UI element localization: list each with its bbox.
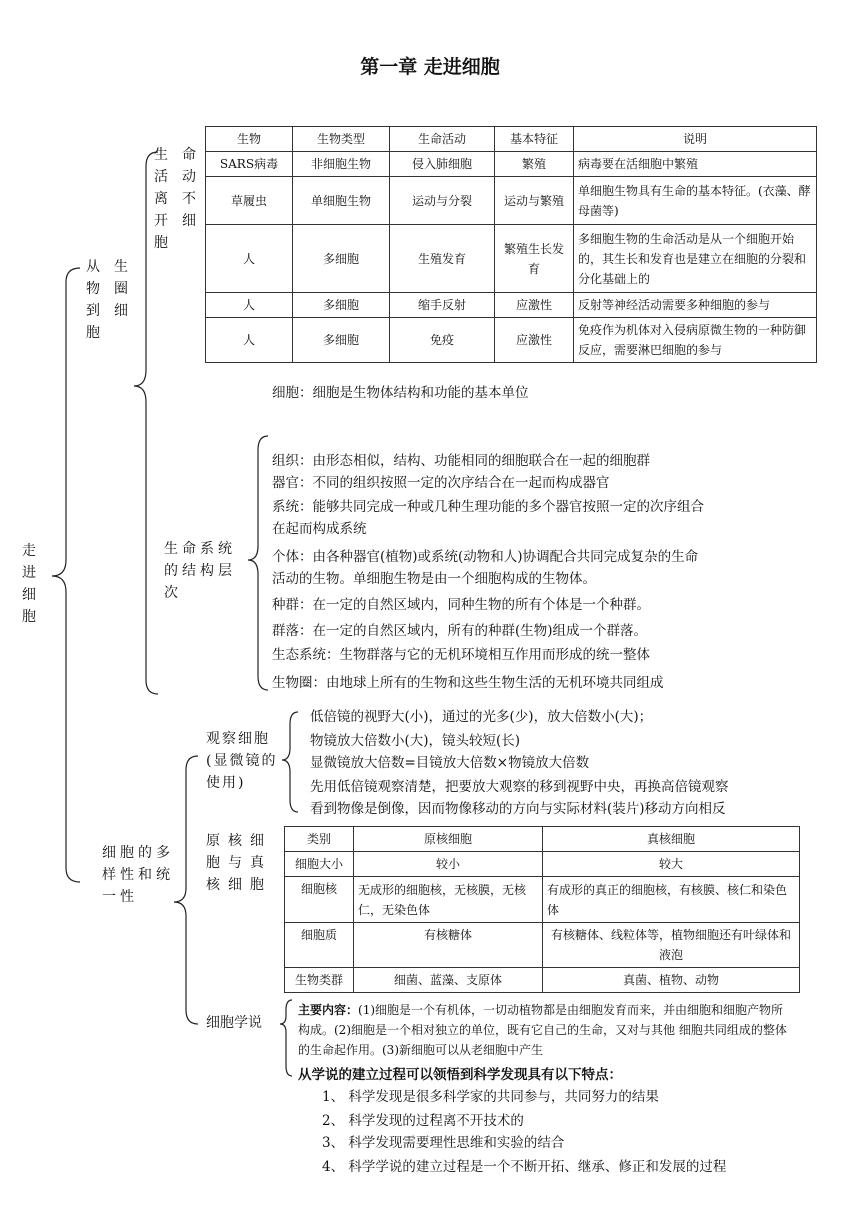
table-cell: 反射等神经活动需要多种细胞的参与 [574, 293, 817, 318]
table-row [285, 852, 800, 877]
theory-line: 构成。(2)细胞是一个相对独立的单位，既有它自己的生命，又对与其他 细胞共同组成的整体 [298, 1023, 787, 1037]
feature-item: 2、 科学发现的过程离不开技术的 [322, 1113, 524, 1129]
table-cell: 人 [206, 293, 293, 318]
cell-type-label: 原核细胞与真核细胞 [206, 833, 272, 893]
table-cell: 应激性 [495, 293, 574, 318]
table-cell: 多细胞 [293, 318, 390, 363]
level-item: 活动的生物。单细胞生物是由一个细胞构成的生物体。 [272, 571, 596, 587]
table-cell: 生物类群 [285, 968, 354, 993]
branch2-label: 细胞的多样性和统一性 [102, 845, 174, 905]
table-cell: 运动与分裂 [390, 177, 495, 225]
level-item: 生态系统：生物群落与它的无机环境相互作用而形成的统一整体 [272, 647, 650, 663]
table-row [285, 968, 800, 993]
table-row [285, 923, 800, 968]
level-item: 器官：不同的组织按照一定的次序结合在一起而构成器官 [272, 475, 610, 491]
root-label: 走进细胞 [22, 543, 36, 625]
theory-lead: 主要内容： [298, 1003, 359, 1017]
table-cell: 人 [206, 318, 293, 363]
table-cell: 草履虫 [206, 177, 293, 225]
table-row [285, 877, 800, 923]
table-row [206, 293, 817, 318]
table-header-row [206, 127, 817, 152]
cell-type-table [284, 826, 800, 993]
table-cell: 免疫 [390, 318, 495, 363]
table-cell: 多细胞 [293, 293, 390, 318]
observe-item: 物镜放大倍数小(大)，镜头较短(长) [310, 733, 521, 749]
table-row [206, 177, 817, 225]
table-cell: 繁殖生长发育 [495, 225, 574, 293]
feature-item: 1、 科学发现是很多科学家的共同参与，共同努力的结果 [322, 1089, 659, 1105]
table-cell: 多细胞 [293, 225, 390, 293]
level-item: 组织：由形态相似，结构、功能相同的细胞联合在一起的细胞群 [272, 453, 650, 469]
table-cell: 有成形的真正的细胞核，有核膜、核仁和染色体 [543, 877, 800, 923]
theory-line [298, 1000, 838, 1020]
observe-item: 看到物像是倒像，因而物像移动的方向与实际材料(装片)移动方向相反 [310, 801, 726, 817]
theory-content [298, 1000, 838, 1060]
observe-item: 先用低倍镜观察清楚，把要放大观察的移到视野中央，再换高倍镜观察 [310, 779, 729, 795]
table-cell: 细菌、蓝藻、支原体 [354, 968, 543, 993]
page-title: 第一章 走进细胞 [360, 56, 500, 78]
root-brace [52, 268, 80, 882]
branch1-sub1-label: 生命活动离不开细胞 [154, 147, 210, 251]
table-header-cell: 生物类型 [293, 127, 390, 152]
feature-item: 4、 科学学说的建立过程是一个不断开拓、继承、修正和发展的过程 [322, 1159, 727, 1175]
observe-label: 观察细胞(显微镜的使用) [206, 731, 278, 791]
level-item: 生物圈：由地球上所有的生物和这些生物生活的无机环境共同组成 [272, 675, 664, 691]
theory-text: (1)细胞是一个有机体，一切动植物都是由细胞发育而来，并由细胞和细胞产物所 [358, 1003, 784, 1017]
table-cell: 生殖发育 [390, 225, 495, 293]
table-header-cell: 生命活动 [390, 127, 495, 152]
table-cell: 应激性 [495, 318, 574, 363]
table-cell: 细胞大小 [285, 852, 354, 877]
table-row [206, 152, 817, 177]
observe-item: 显微镜放大倍数=目镜放大倍数×物镜放大倍数 [310, 755, 590, 771]
table-row [206, 225, 817, 293]
table-header-cell: 基本特征 [495, 127, 574, 152]
life-activity-table [205, 126, 817, 363]
table-cell: 有核糖体、线粒体等，植物细胞还有叶绿体和液泡 [543, 923, 800, 968]
table-cell: 较小 [354, 852, 543, 877]
branch2-brace [174, 756, 198, 1024]
level-item: 在起而构成系统 [272, 521, 367, 537]
observe-brace [282, 712, 298, 812]
table-cell: 侵入肺细胞 [390, 152, 495, 177]
theory-brace [280, 1000, 292, 1076]
table-cell: 运动与繁殖 [495, 177, 574, 225]
table-header-cell: 生物 [206, 127, 293, 152]
branch1-label: 从生物圈到细胞 [86, 259, 142, 341]
branch1-sub2-label: 生命系统的结构层次 [164, 541, 236, 601]
table-cell: 繁殖 [495, 152, 574, 177]
table-cell: 较大 [543, 852, 800, 877]
table-cell: 病毒要在活细胞中繁殖 [574, 152, 817, 177]
theory-label: 细胞学说 [206, 1015, 262, 1031]
table-cell: 非细胞生物 [293, 152, 390, 177]
table-cell: 单细胞生物 [293, 177, 390, 225]
table-header-cell: 类别 [285, 827, 354, 852]
table-cell: 多细胞生物的生命活动是从一个细胞开始的，其生长和发育也是建立在细胞的分裂和分化基础上的 [574, 225, 817, 293]
cell-definition: 细胞：细胞是生物体结构和功能的基本单位 [272, 385, 529, 401]
feature-item: 3、 科学发现需要理性思维和实验的结合 [322, 1135, 565, 1151]
table-row [206, 318, 817, 363]
table-cell: 人 [206, 225, 293, 293]
table-cell: SARS病毒 [206, 152, 293, 177]
observe-item: 低倍镜的视野大(小)，通过的光多(少)，放大倍数小(大)； [310, 709, 653, 725]
table-header-cell: 原核细胞 [354, 827, 543, 852]
level-item: 个体：由各种器官(植物)或系统(动物和人)协调配合共同完成复杂的生命 [272, 549, 699, 565]
table-header-cell: 说明 [574, 127, 817, 152]
features-title: 从学说的建立过程可以领悟到科学发现具有以下特点： [298, 1067, 622, 1083]
table-cell: 真菌、植物、动物 [543, 968, 800, 993]
level-item: 种群：在一定的自然区域内，同种生物的所有个体是一个种群。 [272, 597, 650, 613]
table-cell: 细胞核 [285, 877, 354, 923]
table-cell: 有核糖体 [354, 923, 543, 968]
table-cell: 无成形的细胞核，无核膜，无核仁，无染色体 [354, 877, 543, 923]
table-cell: 单细胞生物具有生命的基本特征。(衣藻、酵母菌等) [574, 177, 817, 225]
levels-brace [248, 436, 268, 690]
level-item: 系统：能够共同完成一种或几种生理功能的多个器官按照一定的次序组合 [272, 499, 704, 515]
theory-line: 的生命起作用。(3)新细胞可以从老细胞中产生 [298, 1043, 543, 1057]
table-header-cell: 真核细胞 [543, 827, 800, 852]
table-header-row [285, 827, 800, 852]
table-cell: 免疫作为机体对入侵病原微生物的一种防御反应，需要淋巴细胞的参与 [574, 318, 817, 363]
level-item: 群落：在一定的自然区域内，所有的种群(生物)组成一个群落。 [272, 623, 648, 639]
table-cell: 细胞质 [285, 923, 354, 968]
table-cell: 缩手反射 [390, 293, 495, 318]
